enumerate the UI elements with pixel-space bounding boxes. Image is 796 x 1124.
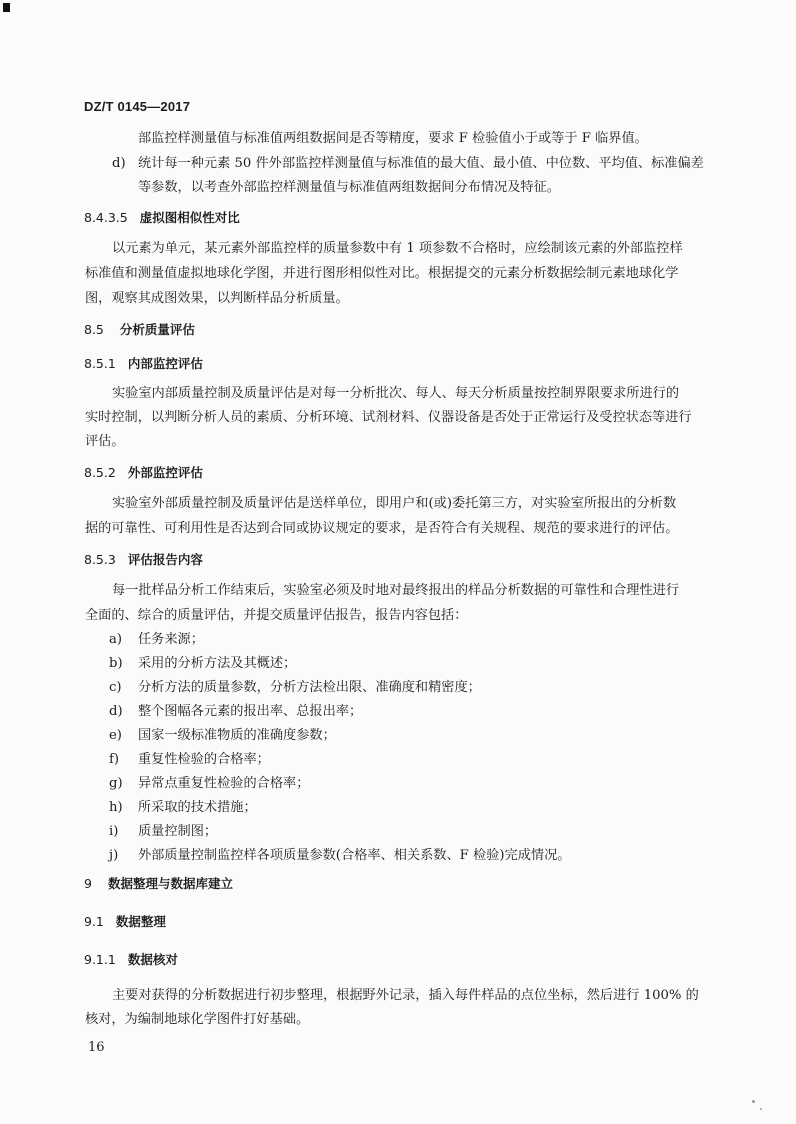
paragraph-line: 核对，为编制地球化学图件打好基础。 (85, 1012, 310, 1027)
section-heading-9 (84, 876, 233, 892)
section-title: 数据整理 (115, 914, 166, 929)
scan-speck (752, 1100, 755, 1103)
list-item-label: g) (109, 776, 123, 791)
section-title: 评估报告内容 (127, 552, 203, 567)
list-item-text: 质量控制图； (138, 824, 218, 839)
section-title: 数据整理与数据库建立 (107, 876, 233, 891)
section-heading-8-5-1 (84, 356, 203, 372)
section-heading-8-5-3 (84, 552, 203, 568)
section-title: 外部监控评估 (127, 465, 203, 480)
list-item-text: 所采取的技术措施； (138, 800, 257, 815)
list-item (109, 752, 270, 768)
continuation-text: 部监控样测量值与标准值两组数据间是否等精度，要求 F 检验值小于或等于 F 临界值。 (138, 131, 648, 146)
list-item (109, 728, 336, 744)
section-heading-8-4-3-5 (84, 210, 240, 226)
paragraph-line: 实验室内部质量控制及质量评估是对每一分析批次、每人、每天分析质量按控制界限要求所进行的 (112, 386, 680, 401)
list-item-text: 异常点重复性检验的合格率； (138, 776, 310, 791)
section-number: 8.5.3 (84, 552, 116, 567)
list-item (109, 680, 481, 696)
section-number: 8.5.2 (84, 465, 116, 480)
list-item (109, 824, 217, 840)
list-item-text: 国家一级标准物质的准确度参数； (138, 728, 336, 743)
list-item (109, 704, 362, 720)
list-item-text: 整个图幅各元素的报出率、总报出率； (138, 704, 363, 719)
section-heading-9-1 (84, 914, 166, 930)
list-item (109, 776, 309, 792)
paragraph-line: 实时控制，以判断分析人员的素质、分析环境、试剂材料、仪器设备是否处于正常运行及受控状态等进行 (85, 410, 692, 425)
section-number: 9.1 (84, 914, 104, 929)
list-item (109, 656, 296, 672)
section-heading-8-5-2 (84, 465, 203, 481)
list-item-text: 外部质量控制监控样各项质量参数(合格率、相关系数、F 检验)完成情况。 (138, 848, 571, 863)
paragraph-line: 以元素为单元，某元素外部监控样的质量参数中有 1 项参数不合格时，应绘制该元素的外部监控样 (112, 241, 683, 256)
paragraph-line: 主要对获得的分析数据进行初步整理，根据野外记录，插入每件样品的点位坐标，然后进行 100% 的 (112, 988, 699, 1003)
item-d-text-line2: 等参数，以考查外部监控样测量值与标准值两组数据间分布情况及特征。 (138, 180, 560, 195)
paragraph-line: 图，观察其成图效果，以判断样品分析质量。 (85, 291, 349, 306)
paragraph-line: 实验室外部质量控制及质量评估是送样单位，即用户和(或)委托第三方，对实验室所报出的分析数 (112, 496, 677, 511)
list-item-label: j) (109, 848, 119, 863)
section-title: 虚拟图相似性对比 (139, 210, 240, 225)
section-title: 分析质量评估 (119, 322, 195, 337)
list-item-label: a) (109, 632, 123, 647)
paragraph-line: 全面的、综合的质量评估，并提交质量评估报告，报告内容包括： (85, 608, 468, 623)
section-heading-8-5 (84, 322, 195, 338)
list-item-label: e) (109, 728, 122, 743)
list-item (109, 800, 257, 816)
list-item-text: 采用的分析方法及其概述； (138, 656, 297, 671)
list-item-label: h) (109, 800, 123, 815)
item-d-text-line1: 统计每一种元素 50 件外部监控样测量值与标准值的最大值、最小值、中位数、平均值、标准偏差 (138, 156, 704, 171)
paragraph-line: 评估。 (85, 434, 125, 449)
list-item-label: i) (109, 824, 119, 839)
list-item (109, 632, 204, 648)
page-number: 16 (88, 1040, 105, 1055)
paragraph-line: 标准值和测量值虚拟地球化学图，并进行图形相似性对比。根据提交的元素分析数据绘制元素地球化学 (85, 266, 679, 281)
list-item-text: 重复性检验的合格率； (138, 752, 270, 767)
list-item-text: 分析方法的质量参数，分析方法检出限、准确度和精密度； (138, 680, 481, 695)
section-number: 8.4.3.5 (84, 210, 128, 225)
list-item (109, 848, 570, 864)
item-d-label: d) (112, 156, 126, 171)
document-code-header: DZ/T 0145—2017 (84, 99, 191, 114)
paragraph-line: 据的可靠性、可利用性是否达到合同或协议规定的要求，是否符合有关规程、规范的要求进行的评估。 (85, 521, 679, 536)
section-title: 数据核对 (127, 952, 178, 967)
scan-speck (760, 1108, 762, 1110)
list-item-label: d) (109, 704, 123, 719)
list-item-label: f) (109, 752, 120, 767)
section-number: 9 (84, 876, 92, 891)
section-title: 内部监控评估 (127, 356, 203, 371)
list-item-label: c) (109, 680, 122, 695)
section-number: 8.5.1 (84, 356, 116, 371)
section-heading-9-1-1 (84, 952, 178, 968)
list-item-text: 任务来源； (138, 632, 204, 647)
paragraph-line: 每一批样品分析工作结束后，实验室必须及时地对最终报出的样品分析数据的可靠性和合理性进行 (112, 583, 680, 598)
corner-mark (3, 3, 10, 12)
section-number: 8.5 (84, 322, 104, 337)
section-number: 9.1.1 (84, 952, 116, 967)
list-item-label: b) (109, 656, 123, 671)
